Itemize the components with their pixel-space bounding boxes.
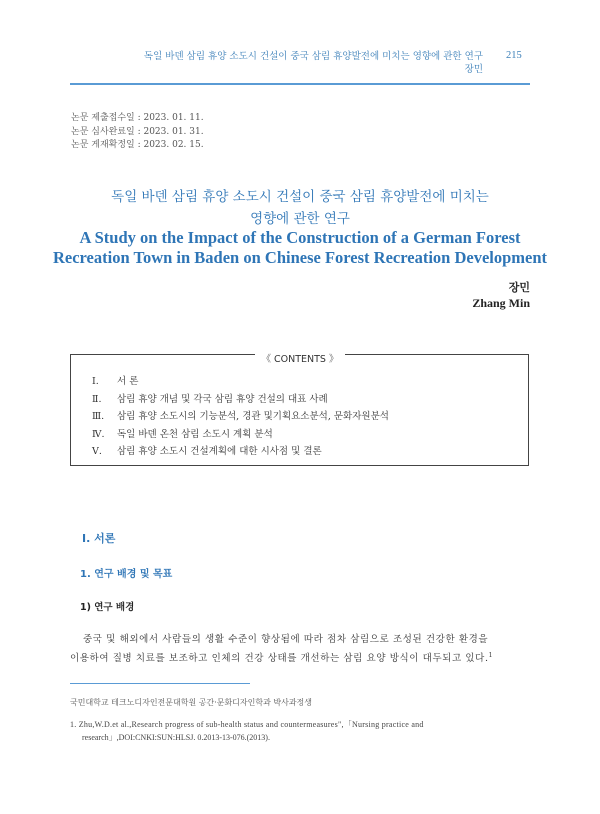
toc-number: Ⅰ. <box>92 376 99 387</box>
toc-label: 삼림 휴양 개념 및 각국 삼림 휴양 건설의 대표 사례 <box>117 393 328 405</box>
toc-label: 서 론 <box>117 376 139 387</box>
contents-heading <box>0 347 600 366</box>
footnote-rule <box>70 683 250 684</box>
body-paragraph <box>70 630 529 668</box>
date-accepted: 논문 게재확정일 : 2023. 02. 15. <box>71 140 204 150</box>
title-korean-line2: 영향에 관한 연구 <box>250 211 350 227</box>
toc-number: Ⅳ. <box>92 428 105 440</box>
footnote-ref[interactable]: 1 <box>488 651 494 659</box>
contents-title: 《 CONTENTS 》 <box>255 354 344 365</box>
author-korean: 장민 <box>508 281 530 294</box>
table-of-contents <box>92 373 389 461</box>
toc-number: Ⅲ. <box>92 411 105 422</box>
title-korean <box>60 186 540 230</box>
toc-label: 삼림 휴양 소도시의 기능분석, 경관 및기획요소분석, 문화자원분석 <box>117 411 389 422</box>
toc-number: Ⅴ. <box>92 446 102 457</box>
toc-label: 삼림 휴양 소도시 건설계획에 대한 시사점 및 결론 <box>117 446 322 457</box>
toc-number: Ⅱ. <box>92 393 102 405</box>
running-title: 독일 바덴 삼림 휴양 소도시 건설이 중국 삼림 휴양발전에 미치는 영향에 관한 연구 <box>143 51 483 62</box>
running-author: 장민 <box>464 64 483 75</box>
title-english <box>40 228 560 268</box>
toc-item <box>92 408 389 426</box>
title-english-line1: A Study on the Impact of the Construction of a German Forest <box>79 228 521 247</box>
paragraph-line-text: 이용하여 질병 치료를 보조하고 인체의 건강 상태를 개선하는 삼림 요양 방식이 대두되고 있다. <box>70 653 489 664</box>
author-affiliation: 국민대학교 테크노디자인전문대학원 공간·문화디자인학과 박사과정생 <box>70 698 313 707</box>
title-english-line2: Recreation Town in Baden on Chinese Forest Recreation Development <box>52 248 548 267</box>
author-english: Zhang Min <box>472 296 530 310</box>
toc-item <box>92 426 389 444</box>
footnote-line: research」,DOI:CNKI:SUN:HLSJ. 0.2013-13-076.(2013). <box>82 733 270 742</box>
subsection-heading: 1. 연구 배경 및 목표 <box>80 569 173 580</box>
paragraph-line: 중국 및 해외에서 사람들의 생활 수준이 향상됨에 따라 점차 삼림으로 조성된 건강한 환경을 <box>83 634 489 645</box>
header-rule <box>70 83 530 85</box>
toc-label: 독일 바덴 온천 삼림 소도시 계획 분석 <box>117 428 273 440</box>
running-head <box>123 50 483 76</box>
date-reviewed: 논문 심사완료일 : 2023. 01. 31. <box>71 126 204 137</box>
title-korean-line1: 독일 바덴 삼림 휴양 소도시 건설이 중국 삼림 휴양발전에 미치는 <box>111 189 489 205</box>
section-heading: Ⅰ. 서론 <box>82 532 116 545</box>
page-number: 215 <box>506 50 522 61</box>
footnote-line: 1. Zhu,W.D.et al.,Research progress of sub-health status and countermeasures",「Nursing practice and <box>70 720 424 729</box>
toc-item <box>92 391 389 409</box>
toc-item <box>92 373 389 391</box>
submission-dates <box>71 112 204 153</box>
paragraph-line-last <box>70 649 529 668</box>
subsubsection-heading: 1) 연구 배경 <box>80 602 135 613</box>
date-submitted: 논문 제출접수일 : 2023. 01. 11. <box>71 113 204 123</box>
toc-item <box>92 443 389 461</box>
footnote <box>70 718 529 744</box>
